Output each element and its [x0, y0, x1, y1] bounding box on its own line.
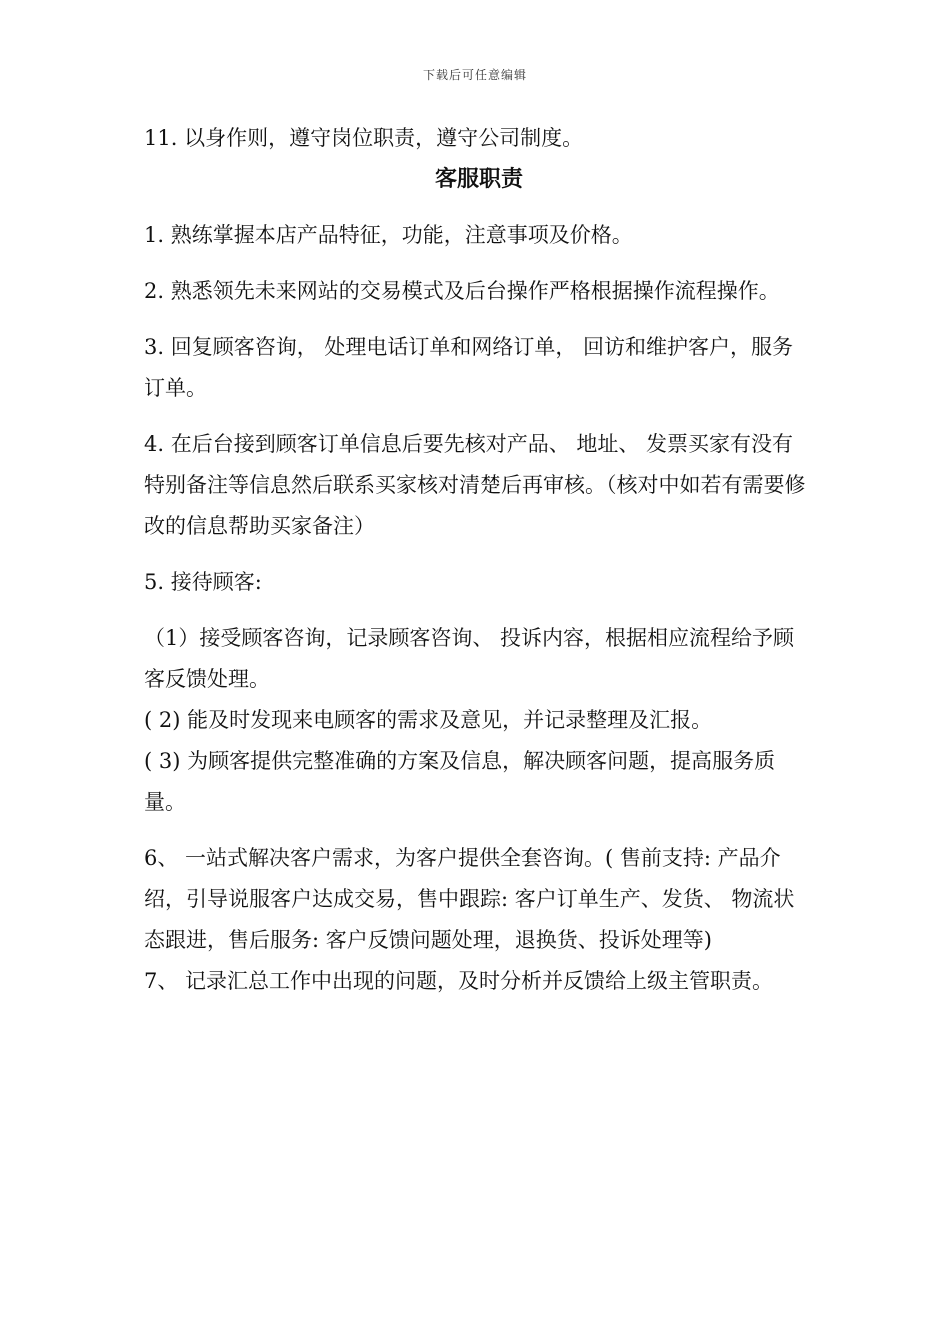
- document-body: [144, 118, 814, 1002]
- list-item-5: 5. 接待顾客:: [144, 570, 262, 594]
- list-item-6: 6、 一站式解决客户需求，为客户提供全套咨询。( 售前支持: 产品介绍，引导说服客户达成交易，售中跟踪: 客户订单生产、发货、 物流状态跟进，售后服务: 客户反馈问题处理，退换货、投诉处理等): [144, 846, 795, 952]
- list-item-3: 3. 回复顾客咨询， 处理电话订单和网络订单， 回访和维护客户，服务订单。: [144, 335, 794, 400]
- list-item-2: 2. 熟悉领先未来网站的交易模式及后台操作严格根据操作流程操作。: [144, 279, 780, 303]
- sub-item-2: ( 2) 能及时发现来电顾客的需求及意见，并记录整理及汇报。: [144, 708, 713, 732]
- sub-item-1: （1）接受顾客咨询，记录顾客咨询、 投诉内容，根据相应流程给予顾客反馈处理。: [144, 626, 795, 691]
- header-note: 下载后可任意编辑: [422, 68, 527, 82]
- list-item-4: 4. 在后台接到顾客订单信息后要先核对产品、 地址、 发票买家有没有特别备注等信息然后联系买家核对清楚后再审核。（核对中如若有需要修改的信息帮助买家备注）: [144, 432, 806, 538]
- section-title: 客服职责: [434, 166, 523, 192]
- sub-item-3: ( 3) 为顾客提供完整准确的方案及信息，解决顾客问题，提高服务质量。: [144, 749, 776, 814]
- intro-item: 11. 以身作则，遵守岗位职责，遵守公司制度。: [144, 126, 584, 150]
- list-item-1: 1. 熟练掌握本店产品特征，功能，注意事项及价格。: [144, 223, 633, 247]
- list-item-7: 7、 记录汇总工作中出现的问题，及时分析并反馈给上级主管职责。: [144, 969, 774, 993]
